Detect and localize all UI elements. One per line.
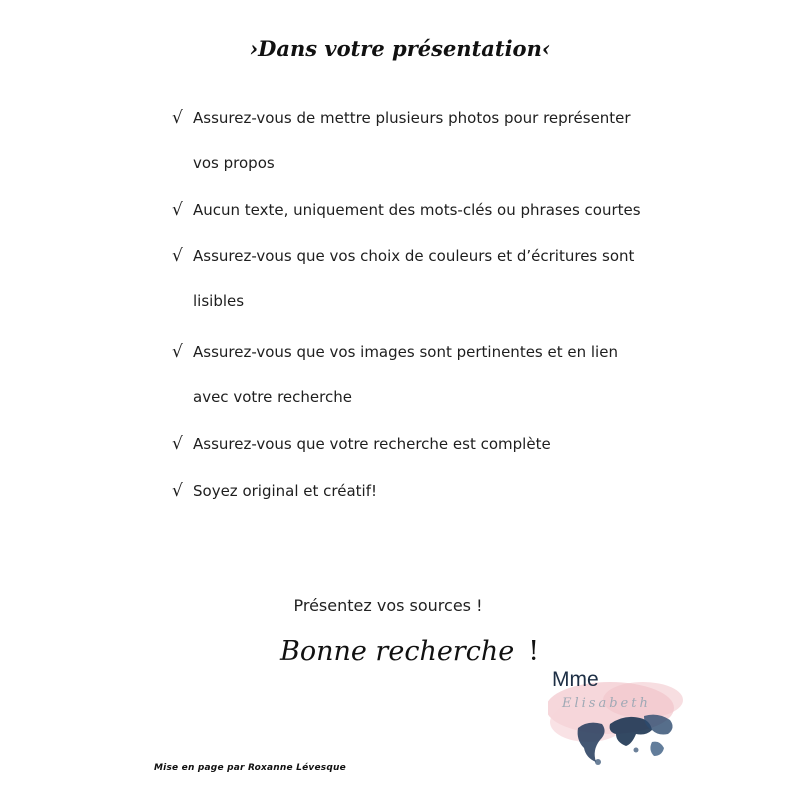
checklist-item-text: Assurez-vous de mettre plusieurs photos pour représenter vos propos: [193, 109, 631, 172]
logo-title: Mme: [552, 668, 599, 691]
checkmark-icon: √: [172, 481, 183, 501]
page-title: ›Dans votre présentation‹: [249, 36, 551, 61]
checkmark-icon: √: [172, 108, 183, 128]
checklist-item-text: Soyez original et créatif!: [193, 482, 378, 500]
checklist-item: [172, 337, 642, 420]
checkmark-icon: √: [172, 246, 183, 266]
checklist-item-text: Assurez-vous que vos choix de couleurs et d’écritures sont lisibles: [193, 247, 635, 310]
checklist-item: [172, 103, 642, 186]
checkmark-icon: √: [172, 434, 183, 454]
logo-subtitle: Elisabeth: [562, 696, 651, 711]
checkmark-icon: √: [172, 342, 183, 362]
sources-reminder: Présentez vos sources !: [293, 596, 483, 615]
closing-exclamation: !: [528, 636, 540, 667]
checklist-item-text: Assurez-vous que vos images sont pertinentes et en lien avec votre recherche: [193, 343, 618, 406]
checklist-item: [172, 476, 642, 514]
checklist-item-text: Assurez-vous que votre recherche est complète: [193, 435, 551, 453]
closing-message: [280, 636, 539, 667]
checklist-item-text: Aucun texte, uniquement des mots-clés ou phrases courtes: [193, 201, 641, 219]
checklist-item: [172, 195, 642, 233]
layout-credit: Mise en page par Roxanne Lévesque: [154, 763, 346, 773]
checklist-item: [172, 241, 642, 324]
brand-logo: [548, 666, 688, 776]
checkmark-icon: √: [172, 200, 183, 220]
checklist-item: [172, 429, 642, 467]
closing-message-text: Bonne recherche: [280, 636, 515, 667]
